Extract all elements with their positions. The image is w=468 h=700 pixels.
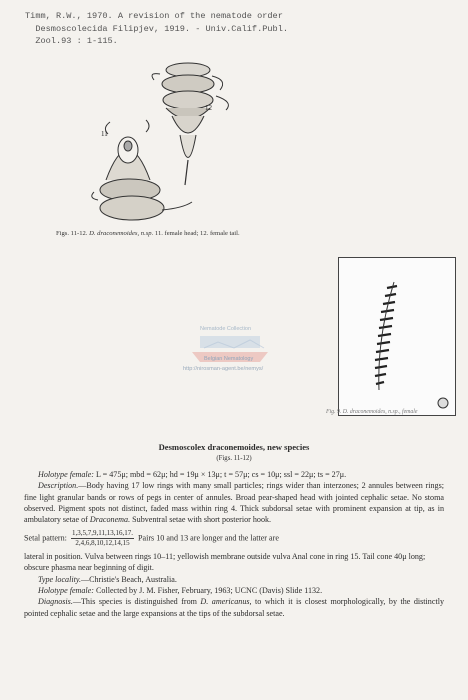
figure-caption xyxy=(56,229,276,238)
label-11: 11 xyxy=(101,130,108,138)
setal-text: Pairs 10 and 13 are longer and the latter are xyxy=(138,533,279,543)
label-12: 12 xyxy=(205,104,212,112)
watermark-subtitle: Belgian Nematology xyxy=(204,356,254,362)
type-locality-label: Type locality. xyxy=(38,574,82,584)
female-tail-drawing xyxy=(152,63,228,185)
type-locality xyxy=(24,574,444,585)
description-label: Description. xyxy=(38,481,79,491)
watermark-url: http://nirosman-agent.be/nemys/ xyxy=(183,366,264,372)
diagnosis-label: Diagnosis. xyxy=(38,597,73,607)
caption-rest: 11. female head; 12. female tail. xyxy=(154,230,240,237)
citation-line-1: Timm, R.W., 1970. A revision of the nematode order xyxy=(25,11,283,21)
header-citation xyxy=(25,10,455,48)
photo-caption: Fig. 9. D. draconemoides, n.sp., female xyxy=(326,409,418,415)
setal-denominator: 2,4,6,8,10,12,14,15 xyxy=(75,538,130,547)
watermark-title: Nematode Collection xyxy=(200,326,252,332)
citation-line-2: Desmoscolecida Filipjev, 1919. - Univ.Calif.Publ. xyxy=(35,23,289,34)
setal-label: Setal pattern: xyxy=(24,533,67,543)
diagnosis-text-1: —This species is distinguished from xyxy=(72,597,197,607)
description-text: —Body having 17 low rings with many small particles; rings wider than interzones; 2 annules between rings; fine light granular bands or rows of pegs in center of annules. Broad pear-shaped head with jointed cephalic setae. No stoma observed. Pigment spots not distinct, faded mass within ring 4. Thick subdorsal setae with prominent expansion at tip, as in ambulatory setae of xyxy=(24,481,444,525)
specimen-photo-image xyxy=(339,258,455,415)
diagnosis-text-2: to which it is closest morphologically, by the distinctly pointed cephalic setae and the large expansions at the tips of the subdorsal setae. xyxy=(24,597,444,618)
nematode-drawing xyxy=(88,50,238,240)
holotype-collection xyxy=(24,585,444,596)
setal-pattern xyxy=(24,529,444,548)
caption-nsp: n.sp. xyxy=(140,230,154,237)
description-paragraph xyxy=(24,480,444,526)
holotype-measurements xyxy=(24,469,444,480)
caption-prefix: Figs. 11-12. xyxy=(56,230,88,237)
setal-continuation: lateral in position. Vulva between rings 10–11; yellowish membrane outside vulva Anal cone in ring 15. Tail cone 40μ long; obscure phasma near beginning of digit. xyxy=(24,551,426,573)
holotype-label: Holotype female: xyxy=(38,469,94,479)
species-title: Desmoscolex draconemoides, new species xyxy=(158,442,310,452)
caption-species: D. draconemoides, xyxy=(89,230,140,237)
species-description xyxy=(24,442,444,619)
citation-line-3: Zool.93 : 1-115. xyxy=(35,36,118,46)
species-figs-ref: (Figs. 11-12) xyxy=(216,455,252,463)
holotype2-label: Holotype female: xyxy=(38,586,94,596)
type-locality-text: —Christie's Beach, Australia. xyxy=(81,574,177,584)
description-tail: Subventral setae with short posterior hook. xyxy=(132,515,272,525)
holotype2-text: Collected by J. M. Fisher, February, 1963; UCNC (Davis) Slide 1132. xyxy=(96,586,323,596)
holotype-text: L = 475μ; mbd = 62μ; hd = 19μ × 13μ; t = 57μ; cs = 10μ; ssl = 22μ; ts = 27μ. xyxy=(96,469,347,479)
description-genus: Draconema. xyxy=(89,515,131,525)
diagnosis-species: D. americanus, xyxy=(200,597,252,607)
setal-numerator: 1,3,5,7,9,11,13,16,17. xyxy=(71,528,133,537)
setal-fraction xyxy=(71,529,134,548)
specimen-photo xyxy=(338,257,456,416)
diagnosis-paragraph xyxy=(24,596,444,619)
